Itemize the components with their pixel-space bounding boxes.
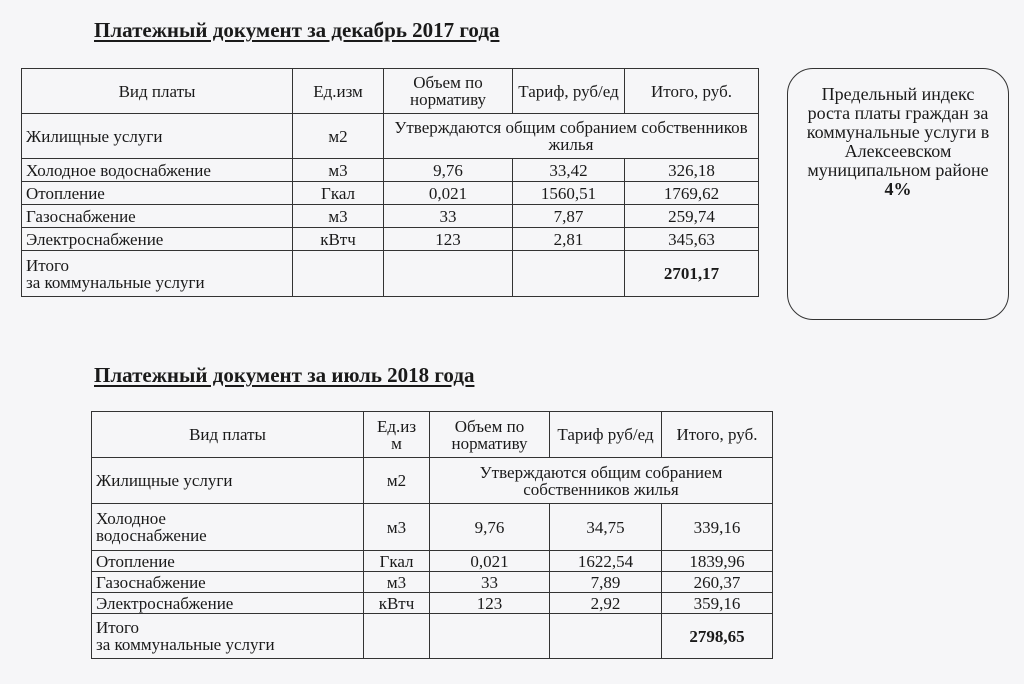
col-header-tariff: Тариф, руб/ед	[513, 69, 625, 114]
service-name	[92, 504, 364, 551]
doc1-table	[21, 68, 759, 297]
service-tariff: 34,75	[550, 504, 662, 551]
service-tariff: 7,87	[513, 205, 625, 228]
service-name: Жилищные услуги	[22, 114, 293, 159]
table-header-row	[22, 69, 759, 114]
empty-cell	[430, 614, 550, 659]
table-row	[92, 593, 773, 614]
empty-cell	[384, 251, 513, 297]
service-unit: Гкал	[293, 182, 384, 205]
service-tariff: 1622,54	[550, 551, 662, 572]
service-tariff: 2,92	[550, 593, 662, 614]
empty-cell	[293, 251, 384, 297]
service-unit: м3	[364, 504, 430, 551]
col-header-volume: Объем по нормативу	[384, 69, 513, 114]
service-total: 1769,62	[625, 182, 759, 205]
col-header-type: Вид платы	[92, 412, 364, 458]
table-row	[22, 228, 759, 251]
col-header-unit	[364, 412, 430, 458]
service-total: 260,37	[662, 572, 773, 593]
growth-index-box	[787, 68, 1009, 320]
service-name: Газоснабжение	[92, 572, 364, 593]
summary-label-line2: за коммунальные услуги	[96, 635, 275, 654]
doc1-title: Платежный документ за декабрь 2017 года	[94, 18, 500, 42]
empty-cell	[550, 614, 662, 659]
service-volume: 0,021	[384, 182, 513, 205]
summary-row	[92, 614, 773, 659]
service-unit: м3	[364, 572, 430, 593]
service-total: 345,63	[625, 228, 759, 251]
service-unit: м2	[364, 458, 430, 504]
service-tariff: 1560,51	[513, 182, 625, 205]
service-name: Холодное водоснабжение	[22, 159, 293, 182]
service-unit: м2	[293, 114, 384, 159]
table-row	[22, 205, 759, 228]
service-name: Электроснабжение	[22, 228, 293, 251]
service-volume: 123	[430, 593, 550, 614]
col-header-unit-line2: м	[391, 433, 402, 453]
table-header-row	[92, 412, 773, 458]
service-unit: кВтч	[364, 593, 430, 614]
service-unit: м3	[293, 159, 384, 182]
service-name: Электроснабжение	[92, 593, 364, 614]
summary-row	[22, 251, 759, 297]
service-tariff: 33,42	[513, 159, 625, 182]
col-header-tariff: Тариф руб/ед	[550, 412, 662, 458]
service-name-line1: Холодное	[96, 509, 166, 528]
service-tariff: 2,81	[513, 228, 625, 251]
housing-note: Утверждаются общим собранием собственников жилья	[384, 114, 759, 159]
service-name: Жилищные услуги	[92, 458, 364, 504]
col-header-total: Итого, руб.	[662, 412, 773, 458]
table-row	[22, 182, 759, 205]
empty-cell	[513, 251, 625, 297]
service-volume: 123	[384, 228, 513, 251]
col-header-type: Вид платы	[22, 69, 293, 114]
summary-total: 2701,17	[625, 251, 759, 297]
growth-index-text: Предельный индекс роста платы граждан за коммунальные услуги в Алексеевском муниципальном районе	[806, 84, 990, 180]
service-total: 326,18	[625, 159, 759, 182]
table-row	[92, 504, 773, 551]
table-row	[92, 458, 773, 504]
service-unit: м3	[293, 205, 384, 228]
service-total: 339,16	[662, 504, 773, 551]
doc2-title: Платежный документ за июль 2018 года	[94, 363, 475, 387]
service-total: 359,16	[662, 593, 773, 614]
summary-label-line2: за коммунальные услуги	[26, 272, 205, 292]
table-row	[22, 114, 759, 159]
summary-total: 2798,65	[662, 614, 773, 659]
col-header-volume: Объем по нормативу	[430, 412, 550, 458]
summary-label-line1: Итого	[96, 618, 140, 637]
service-name: Отопление	[22, 182, 293, 205]
service-unit: Гкал	[364, 551, 430, 572]
empty-cell	[364, 614, 430, 659]
service-name: Отопление	[92, 551, 364, 572]
housing-note: Утверждаются общим собранием собственников жилья	[430, 458, 773, 504]
service-total: 259,74	[625, 205, 759, 228]
table-row	[22, 159, 759, 182]
table-row	[92, 551, 773, 572]
growth-index-value: 4%	[884, 179, 912, 199]
col-header-total: Итого, руб.	[625, 69, 759, 114]
service-total: 1839,96	[662, 551, 773, 572]
service-name-line2: водоснабжение	[96, 526, 207, 545]
service-volume: 33	[384, 205, 513, 228]
service-volume: 33	[430, 572, 550, 593]
service-volume: 9,76	[384, 159, 513, 182]
table-row	[92, 572, 773, 593]
service-volume: 0,021	[430, 551, 550, 572]
doc2-table	[91, 411, 773, 659]
col-header-unit-line1: Ед.из	[376, 416, 417, 436]
summary-label-line1: Итого	[26, 255, 70, 275]
service-name: Газоснабжение	[22, 205, 293, 228]
summary-label	[22, 251, 293, 297]
service-tariff: 7,89	[550, 572, 662, 593]
service-unit: кВтч	[293, 228, 384, 251]
summary-label	[92, 614, 364, 659]
service-volume: 9,76	[430, 504, 550, 551]
col-header-unit: Ед.изм	[293, 69, 384, 114]
